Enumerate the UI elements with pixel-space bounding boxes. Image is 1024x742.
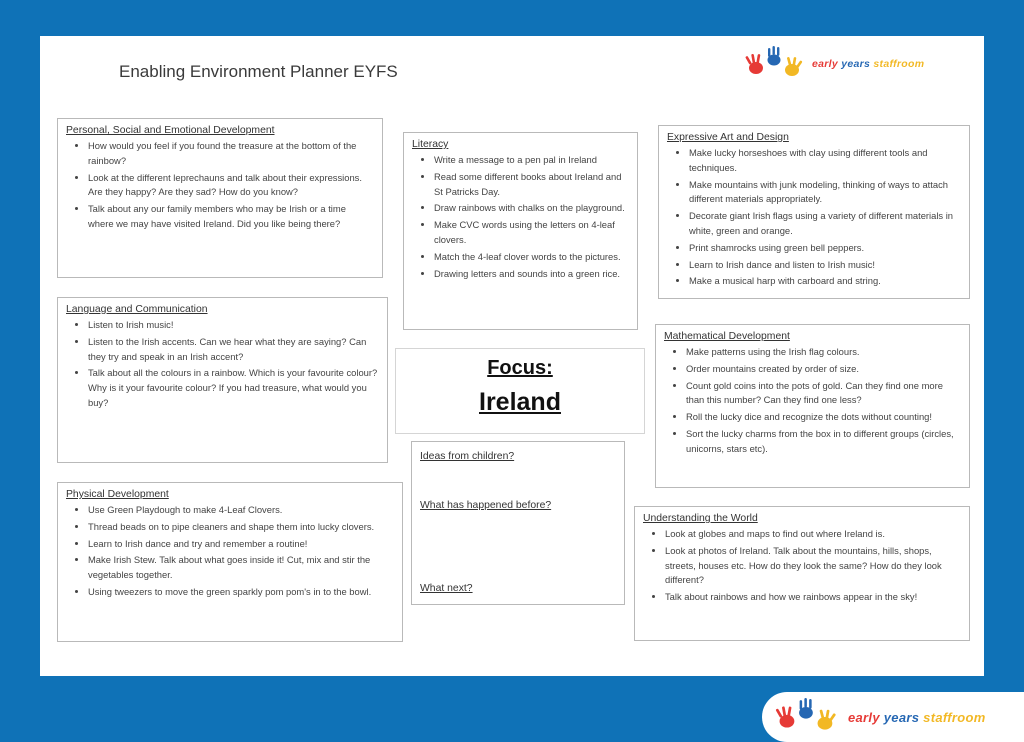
literacy-box (403, 132, 638, 330)
hands-icon (772, 698, 842, 736)
list-item: • Make CVC words using the letters on 4-leaf clovers. (434, 218, 629, 248)
art-box (658, 125, 970, 299)
before-question: What has happened before? (420, 500, 552, 511)
hands-icon (744, 46, 806, 82)
psed-box (57, 118, 383, 278)
art-list (667, 146, 961, 289)
maths-heading: Mathematical Development (664, 331, 790, 342)
list-item: • Look at globes and maps to find out where Ireland is. (665, 527, 961, 542)
list-item: • Talk about rainbows and how we rainbows appear in the sky! (665, 590, 961, 605)
list-item: • Make mountains with junk modeling, thinking of ways to attach different materials appropriately. (689, 178, 961, 208)
maths-list (664, 345, 961, 457)
list-item: • Draw rainbows with chalks on the playground. (434, 201, 629, 216)
brand-badge (762, 692, 1024, 742)
list-item: • Print shamrocks using green bell peppers. (689, 241, 961, 256)
list-item: • Roll the lucky dice and recognize the dots without counting! (686, 410, 961, 425)
focus-box (395, 348, 645, 434)
next-question: What next? (420, 583, 473, 594)
art-heading: Expressive Art and Design (667, 132, 789, 143)
list-item: • Order mountains created by order of size. (686, 362, 961, 377)
brand-logo-bottom (772, 698, 986, 736)
language-list (66, 318, 379, 411)
physical-heading: Physical Development (66, 489, 169, 500)
literacy-list (412, 153, 629, 281)
list-item: • Thread beads on to pipe cleaners and shape them into lucky clovers. (88, 520, 394, 535)
list-item: • Listen to Irish music! (88, 318, 379, 333)
list-item: • Read some different books about Ireland and St Patricks Day. (434, 170, 629, 200)
list-item: • Drawing letters and sounds into a green rice. (434, 267, 629, 282)
language-box (57, 297, 388, 463)
list-item: • Listen to the Irish accents. Can we hear what they are saying? Can they try and speak in an Irish accent? (88, 335, 379, 365)
list-item: • How would you feel if you found the treasure at the bottom of the rainbow? (88, 139, 374, 169)
page-title: Enabling Environment Planner EYFS (119, 62, 398, 81)
list-item: • Look at the different leprechauns and talk about their expressions. Are they happy? Are they sad? How do you know? (88, 171, 374, 201)
psed-list (66, 139, 374, 232)
world-heading: Understanding the World (643, 513, 758, 524)
list-item: • Match the 4-leaf clover words to the pictures. (434, 250, 629, 265)
ideas-question: Ideas from children? (420, 451, 515, 462)
list-item: • Make lucky horseshoes with clay using different tools and techniques. (689, 146, 961, 176)
language-heading: Language and Communication (66, 304, 208, 315)
brand-text: early years staffroom (812, 58, 925, 70)
world-list (643, 527, 961, 605)
focus-label: Focus: (487, 357, 553, 379)
list-item: • Talk about all the colours in a rainbow. Which is your favourite colour? Why is it your favourite colour? If you had treasure, what would you buy? (88, 366, 379, 410)
brand-name-bottom (848, 710, 986, 725)
list-item: • Count gold coins into the pots of gold. Can they find one more than this number? Can they find one less? (686, 379, 961, 409)
list-item: • Talk about any our family members who may be Irish or a time where we may have visited Ireland. Did you like being there? (88, 202, 374, 232)
world-box (634, 506, 970, 641)
physical-list (66, 503, 394, 600)
list-item: • Make a musical harp with carboard and string. (689, 274, 961, 289)
list-item: • Use Green Playdough to make 4-Leaf Clovers. (88, 503, 394, 518)
list-item: • Make Irish Stew. Talk about what goes inside it! Cut, mix and stir the vegetables together. (88, 553, 394, 583)
maths-box (655, 324, 970, 488)
list-item: • Decorate giant Irish flags using a variety of different materials in white, green and orange. (689, 209, 961, 239)
list-item: • Learn to Irish dance and listen to Irish music! (689, 258, 961, 273)
list-item: • Make patterns using the Irish flag colours. (686, 345, 961, 360)
list-item: • Sort the lucky charms from the box in to different groups (circles, unicorns, stars etc). (686, 427, 961, 457)
focus-topic: Ireland (479, 388, 561, 416)
brand-text: early years staffroom (848, 709, 986, 725)
brand-logo-top (744, 46, 924, 82)
brand-name-top (812, 58, 924, 70)
literacy-heading: Literacy (412, 139, 449, 150)
list-item: • Learn to Irish dance and try and remember a routine! (88, 537, 394, 552)
psed-heading: Personal, Social and Emotional Development (66, 125, 275, 136)
physical-box (57, 482, 403, 642)
list-item: • Write a message to a pen pal in Ireland (434, 153, 629, 168)
list-item: • Using tweezers to move the green sparkly pom pom's in to the bowl. (88, 585, 394, 600)
list-item: • Look at photos of Ireland. Talk about the mountains, hills, shops, streets, houses etc. How do they look the same? How do they look different? (665, 544, 961, 588)
ideas-box (411, 441, 625, 605)
